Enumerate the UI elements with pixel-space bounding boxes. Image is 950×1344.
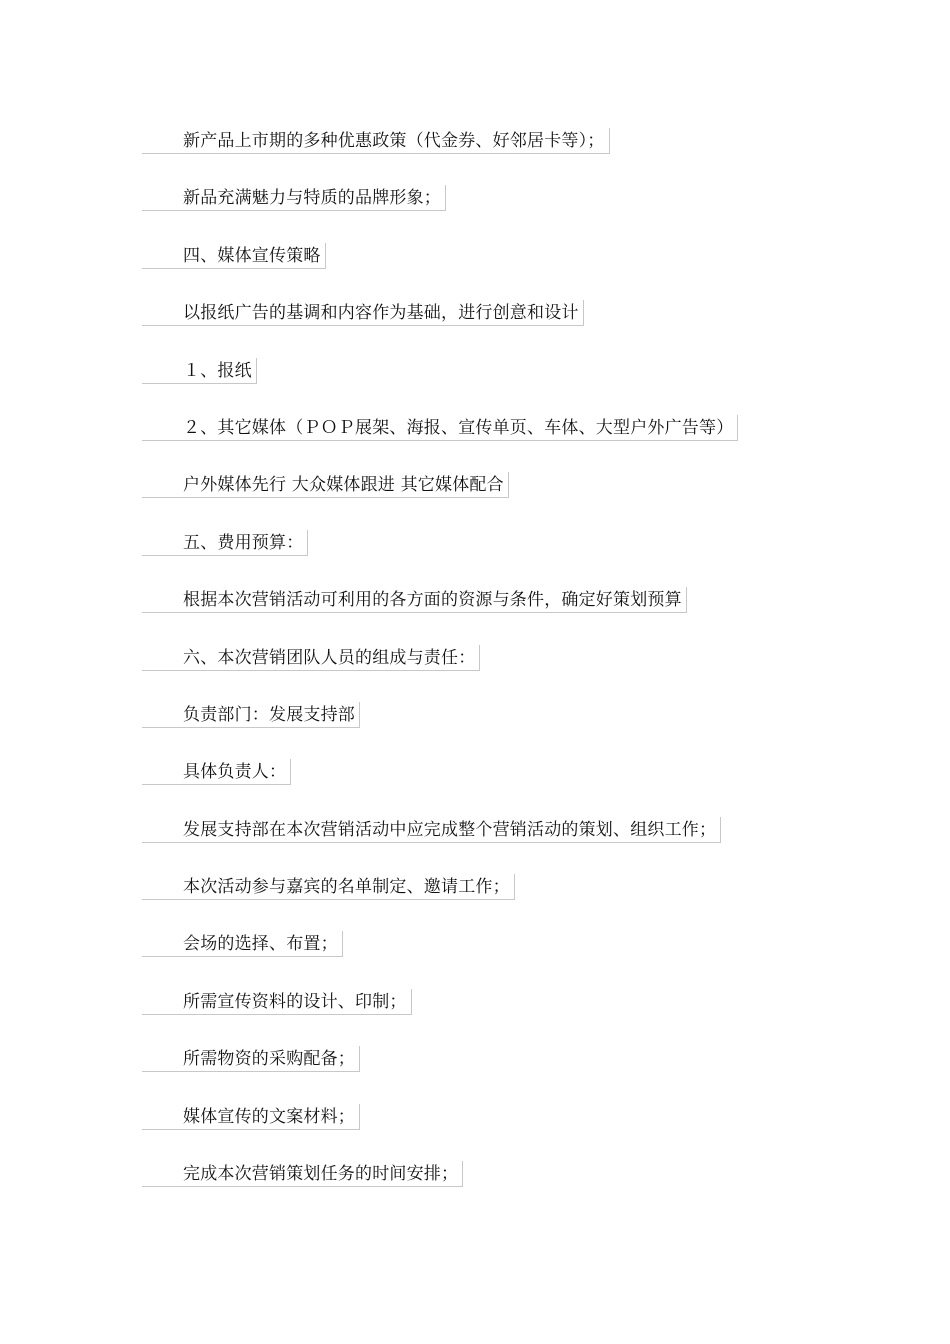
text-line-content: 根据本次营销活动可利用的各方面的资源与条件，确定好策划预算 — [142, 587, 687, 613]
text-line-content: 新品充满魅力与特质的品牌形象； — [142, 185, 446, 211]
text-line-content: 会场的选择、布置； — [142, 931, 343, 957]
text-line-content: 新产品上市期的多种优惠政策（代金券、好邻居卡等）； — [142, 128, 610, 154]
text-line-content: 发展支持部在本次营销活动中应完成整个营销活动的策划、组织工作； — [142, 817, 721, 843]
list-item — [142, 415, 862, 472]
text-line-content: 负责部门：发展支持部 — [142, 702, 360, 728]
text-line — [142, 128, 862, 185]
text-line-content: 所需宣传资料的设计、印制； — [142, 989, 412, 1015]
section-heading-text: 六、本次营销团队人员的组成与责任： — [142, 645, 480, 671]
text-line — [142, 759, 862, 816]
text-line-content: 具体负责人： — [142, 759, 291, 785]
document-body — [142, 128, 862, 1218]
text-line — [142, 1046, 862, 1103]
text-line — [142, 1161, 862, 1218]
text-line-content: 户外媒体先行 大众媒体跟进 其它媒体配合 — [142, 472, 509, 498]
section-heading — [142, 645, 862, 702]
text-line-content: 完成本次营销策划任务的时间安排； — [142, 1161, 463, 1187]
list-item — [142, 358, 862, 415]
text-line — [142, 874, 862, 931]
section-heading-text: 五、费用预算： — [142, 530, 308, 556]
text-line — [142, 185, 862, 242]
list-item-text: １、报纸 — [142, 358, 257, 384]
text-line — [142, 587, 862, 644]
list-item-text: ２、其它媒体（ＰＯＰ展架、海报、宣传单页、车体、大型户外广告等） — [142, 415, 738, 441]
text-line-content: 所需物资的采购配备； — [142, 1046, 360, 1072]
text-line-content: 本次活动参与嘉宾的名单制定、邀请工作； — [142, 874, 515, 900]
text-line — [142, 300, 862, 357]
text-line — [142, 702, 862, 759]
text-line — [142, 817, 862, 874]
text-line — [142, 989, 862, 1046]
section-heading — [142, 530, 862, 587]
text-line-content: 媒体宣传的文案材料； — [142, 1104, 360, 1130]
section-heading-text: 四、媒体宣传策略 — [142, 243, 326, 269]
text-line — [142, 931, 862, 988]
text-line — [142, 472, 862, 529]
text-line — [142, 1104, 862, 1161]
section-heading — [142, 243, 862, 300]
text-line-content: 以报纸广告的基调和内容作为基础，进行创意和设计 — [142, 300, 584, 326]
